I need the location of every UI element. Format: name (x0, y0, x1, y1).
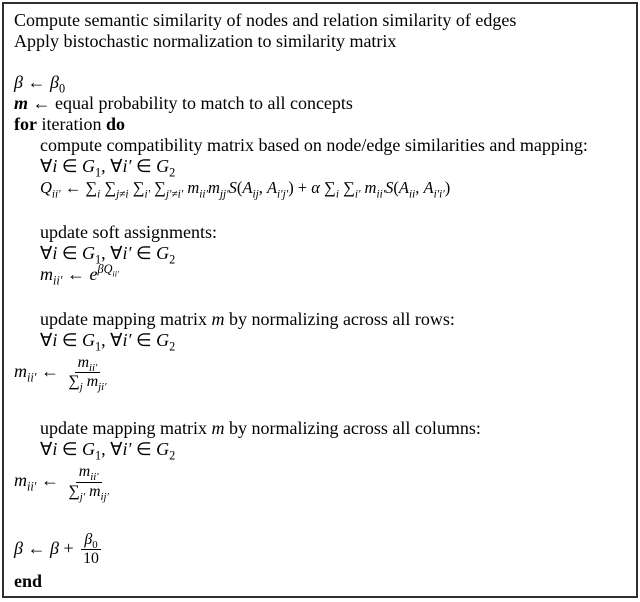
math-token: m (82, 373, 99, 391)
math-token: A (242, 178, 253, 197)
math-token: m (85, 482, 101, 500)
math-token: A (423, 178, 434, 197)
math-token: ← (62, 264, 90, 284)
math-token: ∈ (131, 439, 157, 460)
math-token: by normalizing across all columns: (224, 418, 481, 439)
formula-q-update (14, 177, 628, 201)
math-token: m (77, 354, 90, 371)
math-token: ij (252, 188, 259, 201)
formula-forall-2 (14, 243, 628, 267)
math-token (97, 262, 119, 279)
formula-forall-4 (14, 439, 628, 464)
math-token: m (14, 93, 29, 113)
formula-beta-init (14, 72, 628, 96)
math-token: β (14, 72, 23, 92)
math-token: 1 (95, 339, 102, 354)
math-token: ∈ (131, 156, 157, 176)
math-token: G (82, 243, 96, 263)
math-token: ii′ (112, 269, 119, 279)
math-token: i (52, 330, 58, 350)
spacer (14, 394, 628, 418)
math-token: 1 (95, 165, 102, 180)
math-token: ) (444, 178, 451, 197)
math-token: ∈ (57, 439, 83, 460)
math-token: ∑ (128, 178, 145, 197)
math-token: ← (22, 537, 50, 558)
spacer (14, 504, 628, 528)
math-token: iteration (36, 114, 106, 134)
math-token: G (82, 330, 96, 350)
math-token (65, 354, 109, 394)
math-token: m (360, 178, 377, 197)
math-token: G (156, 243, 170, 263)
math-token: 0 (92, 539, 98, 552)
math-token: e (89, 264, 98, 284)
math-token: ← (36, 360, 64, 381)
math-token: A (266, 178, 278, 197)
math-token: ∈ (131, 330, 157, 350)
math-token: ∀ (40, 330, 53, 350)
formula-forall-1 (14, 156, 628, 180)
math-token: end (14, 571, 43, 592)
preamble-line-2: Apply bistochastic normalization to similarity matrix (14, 31, 397, 51)
math-token: β (49, 72, 59, 92)
math-token: m (40, 264, 53, 284)
math-token: ← (22, 72, 50, 92)
math-token: ∑ (319, 178, 336, 197)
math-token: update mapping matrix (40, 418, 212, 439)
math-token: m (14, 360, 27, 381)
math-token: do (105, 114, 125, 134)
math-token: ∀ (40, 243, 53, 263)
math-token: βQ (97, 262, 113, 276)
math-token: β (14, 537, 23, 558)
math-token: i′ (122, 156, 132, 176)
math-token: ( (393, 178, 399, 197)
math-token: ii′ (199, 188, 208, 201)
math-token: ← (36, 470, 64, 491)
math-token: , ∀ (101, 330, 123, 350)
math-token: i′ (122, 439, 132, 460)
math-token: , ∀ (101, 156, 123, 176)
math-token: m (183, 178, 200, 197)
math-token: ∑ (68, 482, 80, 500)
math-token: G (82, 156, 96, 176)
math-token: m (78, 463, 91, 481)
math-token: ∑ (100, 178, 117, 197)
for-loop-header (14, 114, 628, 135)
math-token: β (84, 530, 93, 548)
math-token: ji′ (98, 381, 107, 394)
math-token: ii′ (89, 362, 98, 375)
math-token: update mapping matrix (40, 309, 212, 329)
math-token: G (156, 439, 170, 460)
math-token: G (82, 439, 96, 460)
math-token: j≠i (116, 188, 129, 201)
math-token: S (385, 178, 394, 197)
formula-m-exp-update (14, 262, 628, 288)
math-token: m (207, 178, 220, 197)
formula-m-row-normalize (14, 351, 628, 394)
math-token: ← equal probability to match to all concepts (28, 93, 353, 113)
math-token: ← ∑ (60, 178, 98, 197)
math-token: ) + (288, 178, 312, 197)
comment-compatibility: compute compatibility matrix based on node/edge similarities and mapping: (40, 135, 588, 155)
math-token: , ∀ (101, 243, 123, 263)
math-token: ∈ (131, 243, 157, 263)
math-token: i′ (354, 188, 361, 201)
math-token: 1 (95, 449, 102, 464)
math-token: β (49, 537, 59, 558)
spacer (14, 52, 628, 72)
math-token (65, 463, 111, 503)
math-token: , (415, 178, 424, 197)
math-token: ∈ (57, 330, 83, 350)
math-token: S (228, 178, 237, 197)
math-token: ∈ (57, 156, 83, 176)
math-token: ii (409, 188, 416, 201)
math-token: i (97, 188, 101, 201)
math-token: ii′ (53, 273, 63, 288)
math-token: m (211, 418, 225, 439)
math-token: i′i′ (433, 188, 445, 201)
math-token: i′ (144, 188, 151, 201)
spacer (14, 198, 628, 222)
math-token: ∑ (68, 373, 80, 391)
comment-soft-assignments: update soft assignments: (40, 222, 217, 242)
math-token: ∀ (40, 156, 53, 176)
formula-m-col-normalize (14, 460, 628, 503)
math-token: ∑ (150, 178, 166, 197)
math-token: by normalizing across all rows: (224, 309, 455, 329)
comment-normalize-rows (14, 309, 628, 330)
math-token: 2 (169, 252, 176, 267)
math-token: ii′ (90, 471, 99, 484)
math-token: i (52, 243, 58, 263)
math-token: G (156, 156, 170, 176)
math-token: ii′ (27, 370, 37, 385)
math-token: ii′ (51, 188, 61, 201)
math-token: , ∀ (101, 439, 123, 460)
math-token: ij′ (100, 490, 109, 503)
math-token: 1 (95, 252, 102, 267)
math-token: i (52, 156, 58, 176)
math-token: ii′ (27, 479, 37, 494)
math-token: ii′ (376, 188, 386, 201)
math-token: ∈ (57, 243, 83, 263)
math-token: jj′ (219, 188, 229, 201)
math-token: α (311, 178, 320, 197)
math-token: G (156, 330, 170, 350)
formula-beta-increment (14, 528, 628, 571)
math-token: i (52, 439, 58, 460)
math-token: + (58, 537, 79, 558)
math-token: j′ (79, 490, 86, 503)
math-token: 0 (58, 81, 66, 96)
math-token: i′j′ (277, 188, 289, 201)
math-token: 10 (83, 550, 99, 568)
comment-normalize-columns (14, 418, 628, 439)
end-keyword (14, 571, 628, 592)
math-token: A (398, 178, 409, 197)
math-token: for (14, 114, 37, 134)
math-token (80, 531, 102, 568)
math-token: m (14, 470, 27, 491)
math-token: j′≠i′ (165, 188, 184, 201)
math-token: i′ (122, 330, 132, 350)
math-token: i′ (122, 243, 132, 263)
math-token: ∀ (40, 439, 53, 460)
math-token: , (258, 178, 267, 197)
math-token: 2 (169, 165, 176, 180)
formula-forall-3 (14, 330, 628, 354)
math-token: ( (236, 178, 243, 197)
preamble-line-1: Compute semantic similarity of nodes and relation similarity of edges (14, 10, 517, 30)
algorithm-pseudocode-box (2, 2, 638, 598)
math-token: ∑ (338, 178, 355, 197)
spacer (14, 285, 628, 309)
math-token: Q (40, 178, 52, 197)
math-token: 2 (169, 339, 176, 354)
formula-m-init (14, 93, 628, 114)
math-token: j (79, 381, 83, 394)
math-token: m (211, 309, 225, 329)
math-token: i (335, 188, 339, 201)
math-token: 2 (169, 449, 176, 464)
